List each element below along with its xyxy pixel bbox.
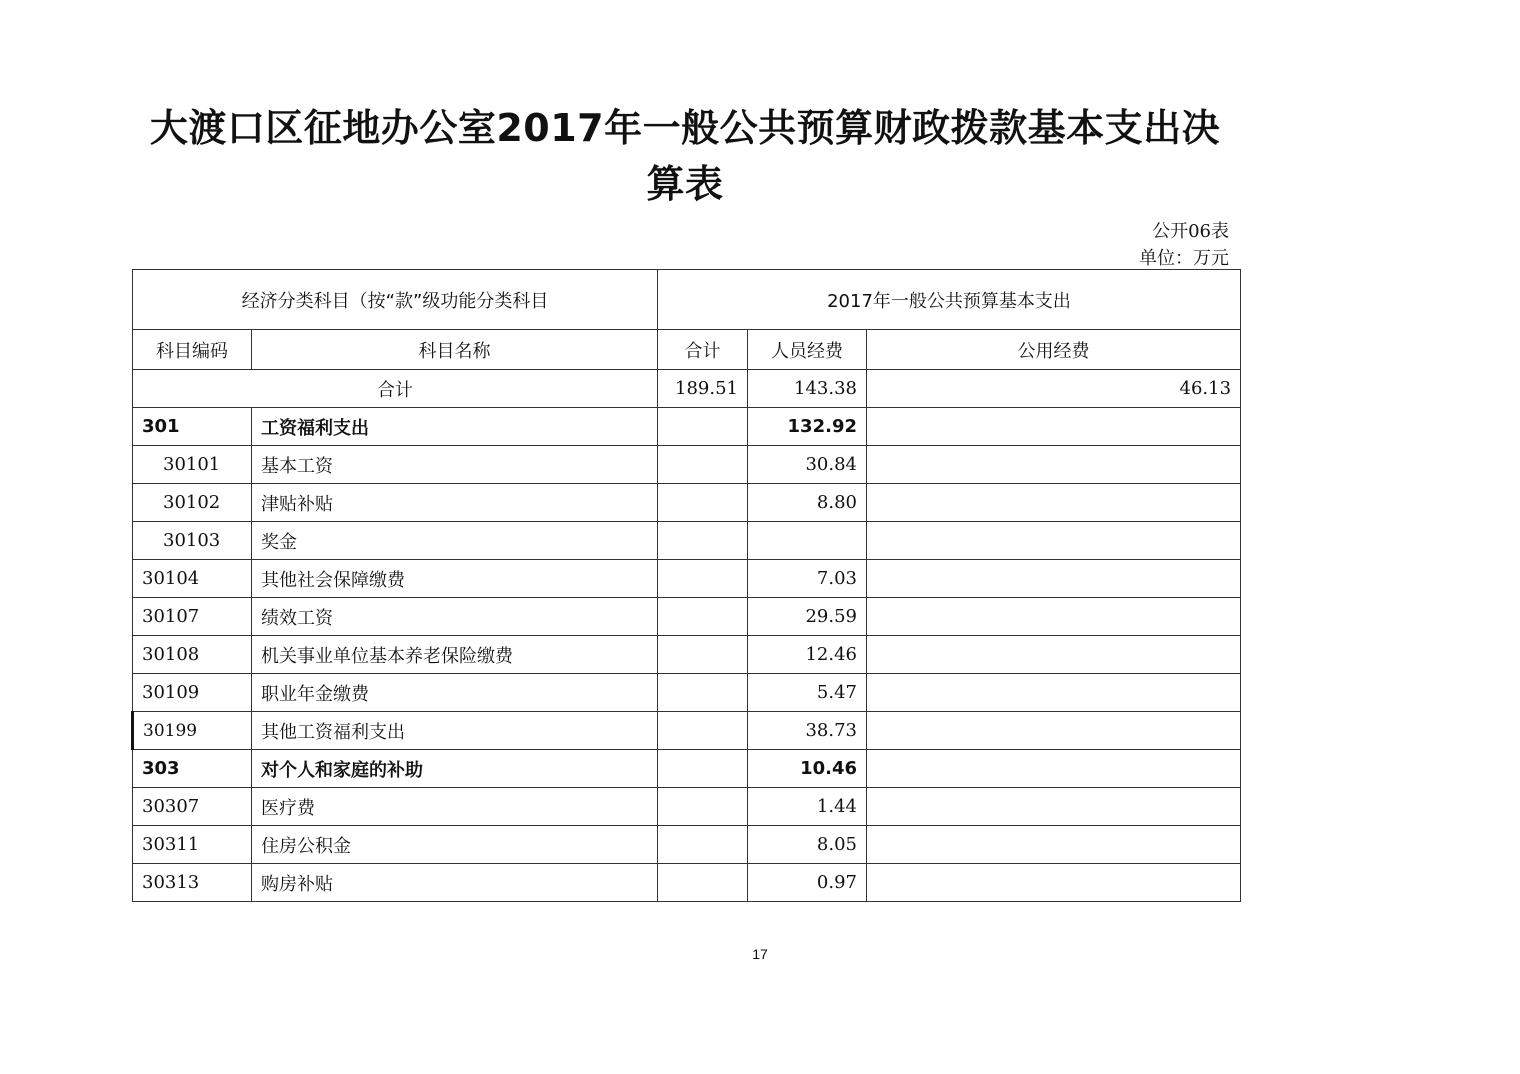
header-name: 科目名称	[252, 330, 658, 370]
row-total	[658, 484, 748, 522]
row-code: 30102	[133, 484, 252, 522]
row-name: 医疗费	[252, 788, 658, 826]
row-personnel	[748, 522, 867, 560]
row-name: 工资福利支出	[252, 408, 658, 446]
row-total	[658, 408, 748, 446]
header-basic-expenditure: 2017年一般公共预算基本支出	[658, 270, 1241, 330]
page-number: 17	[752, 946, 768, 962]
total-total: 189.51	[658, 370, 748, 408]
row-name: 机关事业单位基本养老保险缴费	[252, 636, 658, 674]
table-row	[133, 674, 1241, 712]
row-name: 购房补贴	[252, 864, 658, 902]
row-personnel: 29.59	[748, 598, 867, 636]
table-row	[133, 712, 1241, 750]
row-code: 301	[133, 408, 252, 446]
row-public	[867, 560, 1241, 598]
row-total	[658, 712, 748, 750]
row-code: 30311	[133, 826, 252, 864]
row-name: 奖金	[252, 522, 658, 560]
row-name: 其他社会保障缴费	[252, 560, 658, 598]
row-code: 30313	[133, 864, 252, 902]
table-row	[133, 788, 1241, 826]
row-public	[867, 674, 1241, 712]
row-total	[658, 446, 748, 484]
table-row	[133, 446, 1241, 484]
header-public: 公用经费	[867, 330, 1241, 370]
row-name: 绩效工资	[252, 598, 658, 636]
row-code: 30107	[133, 598, 252, 636]
row-personnel: 12.46	[748, 636, 867, 674]
row-personnel: 5.47	[748, 674, 867, 712]
total-public: 46.13	[867, 370, 1241, 408]
budget-table	[131, 269, 1241, 902]
unit-label: 单位：万元	[1139, 248, 1229, 269]
row-personnel: 8.80	[748, 484, 867, 522]
table-row	[133, 750, 1241, 788]
header-row-columns	[133, 330, 1241, 370]
table-row	[133, 560, 1241, 598]
row-public	[867, 826, 1241, 864]
row-code: 30199	[133, 712, 252, 750]
row-total	[658, 750, 748, 788]
row-code: 30104	[133, 560, 252, 598]
row-public	[867, 864, 1241, 902]
row-personnel: 0.97	[748, 864, 867, 902]
table-row	[133, 864, 1241, 902]
row-code: 30307	[133, 788, 252, 826]
row-total	[658, 674, 748, 712]
table-row	[133, 484, 1241, 522]
row-total	[658, 560, 748, 598]
row-name: 津贴补贴	[252, 484, 658, 522]
row-public	[867, 522, 1241, 560]
table-row	[133, 826, 1241, 864]
row-name: 职业年金缴费	[252, 674, 658, 712]
header-economic-category: 经济分类科目（按“款”级功能分类科目	[133, 270, 658, 330]
row-total	[658, 788, 748, 826]
page-title	[130, 100, 1240, 212]
header-total: 合计	[658, 330, 748, 370]
table-row	[133, 636, 1241, 674]
row-total	[658, 598, 748, 636]
table-row	[133, 598, 1241, 636]
row-code: 303	[133, 750, 252, 788]
row-total	[658, 636, 748, 674]
table-row	[133, 522, 1241, 560]
header-personnel: 人员经费	[748, 330, 867, 370]
header-code: 科目编码	[133, 330, 252, 370]
row-personnel: 8.05	[748, 826, 867, 864]
row-personnel: 132.92	[748, 408, 867, 446]
row-code: 30101	[133, 446, 252, 484]
row-public	[867, 750, 1241, 788]
row-personnel: 38.73	[748, 712, 867, 750]
total-label: 合计	[133, 370, 658, 408]
row-total	[658, 864, 748, 902]
row-public	[867, 446, 1241, 484]
total-personnel: 143.38	[748, 370, 867, 408]
title-line-1: 大渡口区征地办公室2017年一般公共预算财政拨款基本支出决	[149, 106, 1221, 150]
row-total	[658, 522, 748, 560]
row-personnel: 1.44	[748, 788, 867, 826]
table-row	[133, 408, 1241, 446]
row-public	[867, 788, 1241, 826]
row-code: 30108	[133, 636, 252, 674]
row-name: 住房公积金	[252, 826, 658, 864]
row-public	[867, 712, 1241, 750]
row-name: 基本工资	[252, 446, 658, 484]
row-personnel: 30.84	[748, 446, 867, 484]
row-name: 对个人和家庭的补助	[252, 750, 658, 788]
total-row	[133, 370, 1241, 408]
row-total	[658, 826, 748, 864]
row-public	[867, 484, 1241, 522]
title-line-2: 算表	[646, 162, 724, 206]
table-number: 公开06表	[1152, 221, 1229, 242]
row-name: 其他工资福利支出	[252, 712, 658, 750]
row-public	[867, 636, 1241, 674]
row-personnel: 7.03	[748, 560, 867, 598]
row-code: 30103	[133, 522, 252, 560]
header-row-group	[133, 270, 1241, 330]
row-personnel: 10.46	[748, 750, 867, 788]
row-code: 30109	[133, 674, 252, 712]
row-public	[867, 598, 1241, 636]
row-public	[867, 408, 1241, 446]
